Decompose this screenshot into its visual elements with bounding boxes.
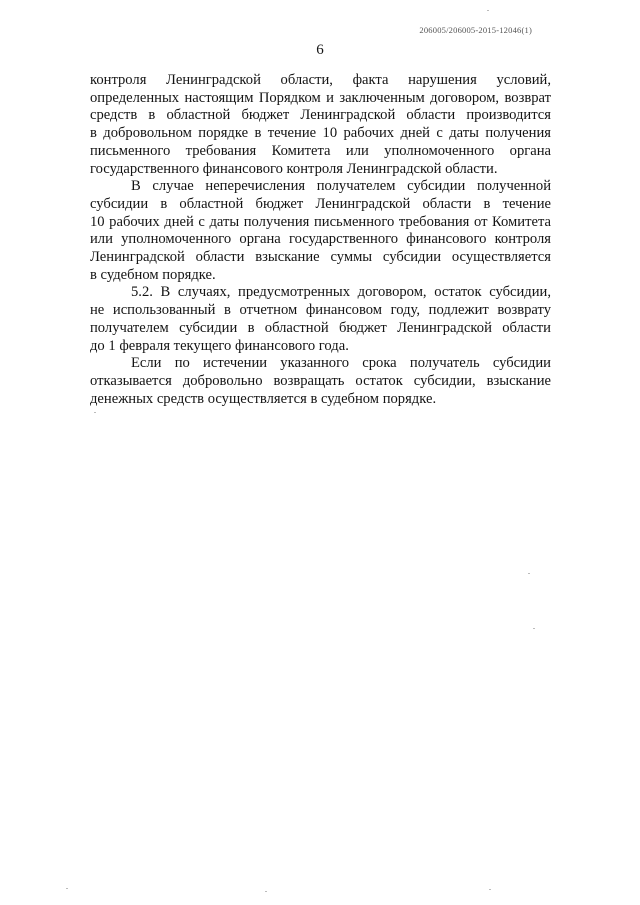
text-line: определенных настоящим Порядком и заключенным договором, возврат bbox=[90, 89, 551, 106]
scan-speck bbox=[533, 628, 535, 629]
text-line: получателем субсидии в областной бюджет Ленинградской области bbox=[90, 319, 551, 336]
document-id: 206005/206005-2015-12046(1) bbox=[419, 25, 532, 35]
text-line: В случае неперечисления получателем субсидии полученной bbox=[131, 178, 551, 195]
scan-speck bbox=[66, 888, 68, 889]
text-line: денежных средств осуществляется в судебном порядке. bbox=[90, 390, 437, 407]
text-line: средств в областной бюджет Ленинградской области производится bbox=[90, 107, 551, 124]
text-line: контроля Ленинградской области, факта нарушения условий, bbox=[90, 72, 551, 88]
text-line: Если по истечении указанного срока получатель субсидии bbox=[131, 355, 551, 372]
paragraph-1 bbox=[90, 72, 551, 178]
text-line: письменного требования Комитета или уполномоченного органа bbox=[90, 142, 551, 159]
page-number: 6 bbox=[316, 42, 324, 58]
paragraph-4 bbox=[90, 355, 551, 408]
scan-speck bbox=[528, 573, 530, 574]
paragraph-3 bbox=[90, 284, 551, 355]
text-line: Ленинградской области взыскание суммы субсидии осуществляется bbox=[90, 249, 551, 266]
text-line: 10 рабочих дней с даты получения письменного требования от Комитета bbox=[90, 213, 551, 230]
text-line: не использованный в отчетном финансовом году, подлежит возврату bbox=[90, 302, 551, 319]
text-line: государственного финансового контроля Ленинградской области. bbox=[90, 160, 498, 177]
text-line: отказывается добровольно возвращать остаток субсидии, взыскание bbox=[90, 372, 551, 389]
paragraph-2 bbox=[90, 178, 551, 284]
text-line: 5.2. В случаях, предусмотренных договором, остаток субсидии, bbox=[131, 284, 551, 301]
scan-speck bbox=[265, 891, 267, 892]
scan-speck bbox=[489, 889, 491, 890]
text-line: в добровольном порядке в течение 10 рабочих дней с даты получения bbox=[90, 125, 551, 142]
text-line: субсидии в областной бюджет Ленинградской области в течение bbox=[90, 195, 551, 212]
scan-speck bbox=[487, 10, 489, 11]
text-line: или уполномоченного органа государственного финансового контроля bbox=[90, 231, 551, 248]
text-line: до 1 февраля текущего финансового года. bbox=[90, 337, 349, 354]
text-line: в судебном порядке. bbox=[90, 266, 216, 283]
document-body bbox=[90, 72, 551, 408]
scan-speck bbox=[94, 412, 96, 413]
